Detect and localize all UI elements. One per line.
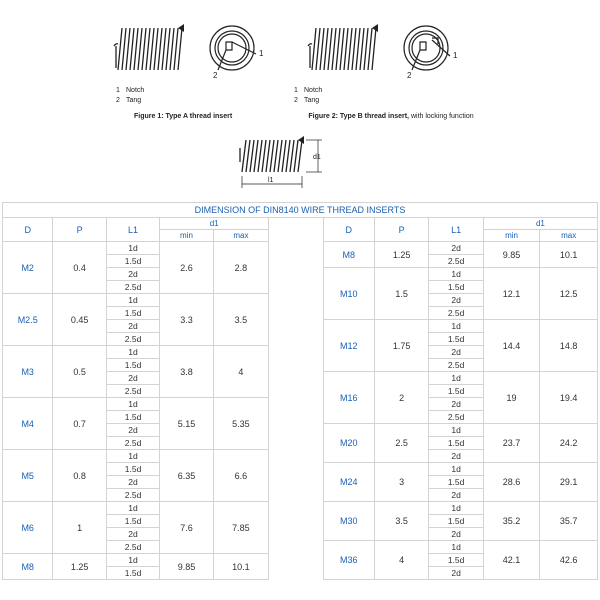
length-cell: 2d bbox=[429, 398, 483, 411]
table-gap bbox=[269, 320, 323, 333]
d1-max-cell: 10.1 bbox=[540, 242, 598, 268]
length-cell: 2d bbox=[429, 528, 483, 541]
header-l1: L1 bbox=[429, 218, 483, 242]
d1-max-cell: 4 bbox=[213, 346, 268, 398]
d1-min-cell: 3.8 bbox=[160, 346, 213, 398]
length-cell: 1.5d bbox=[106, 307, 159, 320]
table-title: DIMENSION OF DIN8140 WIRE THREAD INSERTS bbox=[3, 203, 598, 218]
table-gap bbox=[269, 502, 323, 515]
size-cell: M36 bbox=[323, 541, 374, 580]
header-d: D bbox=[3, 218, 53, 242]
table-gap bbox=[269, 230, 323, 242]
table-gap bbox=[269, 398, 323, 411]
d1-max-cell: 2.8 bbox=[213, 242, 268, 294]
length-cell: 1d bbox=[106, 242, 159, 255]
pitch-cell: 0.4 bbox=[53, 242, 106, 294]
figure2-end-view bbox=[396, 20, 476, 84]
d1-min-cell: 14.4 bbox=[483, 320, 539, 372]
length-cell: 1d bbox=[429, 541, 483, 554]
d1-min-cell: 9.85 bbox=[160, 554, 213, 580]
dimension-table-wrapper bbox=[2, 202, 598, 582]
figure1-coil-drawing bbox=[112, 22, 192, 78]
length-cell: 1.5d bbox=[429, 554, 483, 567]
d1-max-cell: 19.4 bbox=[540, 372, 598, 424]
table-gap bbox=[269, 515, 323, 528]
length-cell: 1d bbox=[429, 372, 483, 385]
length-cell: 1.5d bbox=[429, 437, 483, 450]
d1-min-cell: 42.1 bbox=[483, 541, 539, 580]
size-cell: M24 bbox=[323, 463, 374, 502]
figure3-l1-label: l1 bbox=[268, 177, 274, 184]
table-gap bbox=[269, 242, 323, 255]
figure3-dimension-drawing bbox=[234, 134, 330, 194]
table-gap bbox=[269, 333, 323, 346]
header-d1: d1 bbox=[160, 218, 269, 230]
length-cell: 2.5d bbox=[429, 359, 483, 372]
figure1-callout-2: 2 bbox=[213, 71, 218, 80]
d1-min-cell: 28.6 bbox=[483, 463, 539, 502]
size-cell: M4 bbox=[3, 398, 53, 450]
d1-min-cell: 5.15 bbox=[160, 398, 213, 450]
d1-max-cell: 3.5 bbox=[213, 294, 268, 346]
pitch-cell: 3 bbox=[374, 463, 428, 502]
size-cell: M20 bbox=[323, 424, 374, 463]
size-cell: M2.5 bbox=[3, 294, 53, 346]
length-cell: 1.5d bbox=[106, 411, 159, 424]
header-p: P bbox=[374, 218, 428, 242]
length-cell: 2d bbox=[106, 372, 159, 385]
table-gap bbox=[269, 281, 323, 294]
dimension-table bbox=[2, 202, 598, 580]
d1-max-cell: 14.8 bbox=[540, 320, 598, 372]
length-cell: 2.5d bbox=[106, 281, 159, 294]
length-cell: 1d bbox=[429, 502, 483, 515]
table-gap bbox=[269, 476, 323, 489]
length-cell: 2d bbox=[106, 268, 159, 281]
figure1-caption: Figure 1: Type A thread insert bbox=[134, 113, 233, 120]
table-body bbox=[3, 242, 598, 580]
legend-item: 2 Tang bbox=[116, 97, 142, 104]
d1-min-cell: 6.35 bbox=[160, 450, 213, 502]
legend-item: 1 Notch bbox=[116, 87, 145, 94]
length-cell: 1d bbox=[106, 450, 159, 463]
length-cell: 2.5d bbox=[429, 411, 483, 424]
pitch-cell: 2.5 bbox=[374, 424, 428, 463]
pitch-cell: 1.25 bbox=[374, 242, 428, 268]
length-cell: 1d bbox=[429, 463, 483, 476]
table-gap bbox=[269, 463, 323, 476]
table-gap bbox=[269, 218, 323, 230]
table-gap bbox=[269, 437, 323, 450]
figure2-callout-2: 2 bbox=[407, 71, 412, 80]
length-cell: 2d bbox=[429, 346, 483, 359]
length-cell: 1d bbox=[106, 294, 159, 307]
length-cell: 2.5d bbox=[106, 437, 159, 450]
table-gap bbox=[269, 385, 323, 398]
figure3-d1-label: d1 bbox=[313, 154, 321, 161]
size-cell: M3 bbox=[3, 346, 53, 398]
length-cell: 2d bbox=[106, 528, 159, 541]
length-cell: 1.5d bbox=[429, 515, 483, 528]
table-gap bbox=[269, 255, 323, 268]
pitch-cell: 3.5 bbox=[374, 502, 428, 541]
length-cell: 1.5d bbox=[429, 476, 483, 489]
size-cell: M5 bbox=[3, 450, 53, 502]
table-gap bbox=[269, 450, 323, 463]
d1-max-cell: 24.2 bbox=[540, 424, 598, 463]
length-cell: 1d bbox=[429, 268, 483, 281]
d1-max-cell: 12.5 bbox=[540, 268, 598, 320]
table-gap bbox=[269, 359, 323, 372]
d1-max-cell: 10.1 bbox=[213, 554, 268, 580]
header-p: P bbox=[53, 218, 106, 242]
table-gap bbox=[269, 489, 323, 502]
d1-min-cell: 35.2 bbox=[483, 502, 539, 541]
header-min: min bbox=[483, 230, 539, 242]
d1-max-cell: 29.1 bbox=[540, 463, 598, 502]
d1-min-cell: 2.6 bbox=[160, 242, 213, 294]
d1-min-cell: 19 bbox=[483, 372, 539, 424]
table-gap bbox=[269, 554, 323, 567]
length-cell: 2.5d bbox=[106, 385, 159, 398]
size-cell: M10 bbox=[323, 268, 374, 320]
length-cell: 1d bbox=[429, 320, 483, 333]
length-cell: 1.5d bbox=[106, 515, 159, 528]
length-cell: 2d bbox=[429, 294, 483, 307]
length-cell: 1.5d bbox=[106, 255, 159, 268]
length-cell: 1.5d bbox=[106, 463, 159, 476]
length-cell: 1.5d bbox=[106, 359, 159, 372]
length-cell: 1d bbox=[106, 398, 159, 411]
table-gap bbox=[269, 372, 323, 385]
table-gap bbox=[269, 528, 323, 541]
table-row bbox=[3, 502, 598, 515]
figure2-coil-drawing bbox=[306, 22, 386, 78]
size-cell: M8 bbox=[3, 554, 53, 580]
d1-min-cell: 3.3 bbox=[160, 294, 213, 346]
table-gap bbox=[269, 307, 323, 320]
size-cell: M6 bbox=[3, 502, 53, 554]
length-cell: 1.5d bbox=[106, 567, 159, 580]
d1-max-cell: 35.7 bbox=[540, 502, 598, 541]
figure2-caption: Figure 2: Type B thread insert, with locking function bbox=[308, 113, 474, 120]
length-cell: 1.5d bbox=[429, 333, 483, 346]
pitch-cell: 1.5 bbox=[374, 268, 428, 320]
length-cell: 1.5d bbox=[429, 385, 483, 398]
table-gap bbox=[269, 268, 323, 281]
size-cell: M12 bbox=[323, 320, 374, 372]
length-cell: 2d bbox=[429, 450, 483, 463]
length-cell: 2.5d bbox=[429, 307, 483, 320]
legend-item: 2 Tang bbox=[294, 97, 320, 104]
length-cell: 1d bbox=[429, 424, 483, 437]
size-cell: M8 bbox=[323, 242, 374, 268]
table-gap bbox=[269, 541, 323, 554]
length-cell: 2d bbox=[106, 424, 159, 437]
table-gap bbox=[269, 411, 323, 424]
figure1-callout-1: 1 bbox=[259, 49, 264, 58]
legend-item: 1 Notch bbox=[294, 87, 323, 94]
table-gap bbox=[269, 567, 323, 580]
pitch-cell: 1.75 bbox=[374, 320, 428, 372]
size-cell: M30 bbox=[323, 502, 374, 541]
d1-max-cell: 42.6 bbox=[540, 541, 598, 580]
size-cell: M2 bbox=[3, 242, 53, 294]
pitch-cell: 1 bbox=[53, 502, 106, 554]
header-d1: d1 bbox=[483, 218, 597, 230]
length-cell: 2d bbox=[429, 242, 483, 255]
figure1-legend bbox=[116, 86, 144, 106]
d1-max-cell: 6.6 bbox=[213, 450, 268, 502]
d1-min-cell: 9.85 bbox=[483, 242, 539, 268]
header-max: max bbox=[540, 230, 598, 242]
pitch-cell: 1.25 bbox=[53, 554, 106, 580]
length-cell: 1d bbox=[106, 554, 159, 567]
length-cell: 2d bbox=[429, 489, 483, 502]
length-cell: 1d bbox=[106, 502, 159, 515]
d1-max-cell: 7.85 bbox=[213, 502, 268, 554]
header-d: D bbox=[323, 218, 374, 242]
d1-max-cell: 5.35 bbox=[213, 398, 268, 450]
d1-min-cell: 23.7 bbox=[483, 424, 539, 463]
length-cell: 2.5d bbox=[429, 255, 483, 268]
table-row bbox=[3, 242, 598, 255]
pitch-cell: 4 bbox=[374, 541, 428, 580]
length-cell: 2.5d bbox=[106, 489, 159, 502]
figure2-callout-1: 1 bbox=[453, 51, 458, 60]
pitch-cell: 0.5 bbox=[53, 346, 106, 398]
length-cell: 1.5d bbox=[429, 281, 483, 294]
header-max: max bbox=[213, 230, 268, 242]
pitch-cell: 0.8 bbox=[53, 450, 106, 502]
table-gap bbox=[269, 346, 323, 359]
header-l1: L1 bbox=[106, 218, 159, 242]
header-min: min bbox=[160, 230, 213, 242]
d1-min-cell: 12.1 bbox=[483, 268, 539, 320]
figure1-end-view bbox=[202, 20, 282, 84]
d1-min-cell: 7.6 bbox=[160, 502, 213, 554]
length-cell: 2d bbox=[106, 476, 159, 489]
table-gap bbox=[269, 424, 323, 437]
length-cell: 2.5d bbox=[106, 541, 159, 554]
pitch-cell: 0.45 bbox=[53, 294, 106, 346]
pitch-cell: 2 bbox=[374, 372, 428, 424]
length-cell: 2d bbox=[429, 567, 483, 580]
size-cell: M16 bbox=[323, 372, 374, 424]
figure2-legend bbox=[294, 86, 322, 106]
length-cell: 1d bbox=[106, 346, 159, 359]
table-gap bbox=[269, 294, 323, 307]
pitch-cell: 0.7 bbox=[53, 398, 106, 450]
length-cell: 2d bbox=[106, 320, 159, 333]
length-cell: 2.5d bbox=[106, 333, 159, 346]
